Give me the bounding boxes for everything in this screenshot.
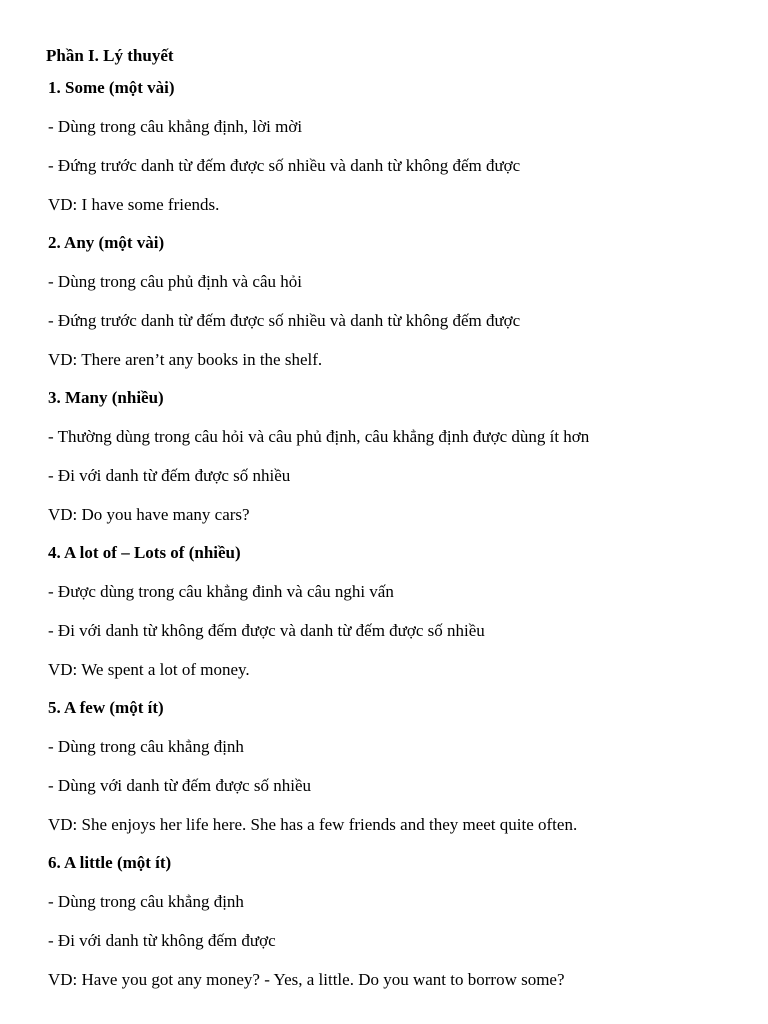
part-title: Phần I. Lý thuyết (46, 46, 174, 65)
section-line: - Đi với danh từ không đếm được (48, 931, 276, 950)
section-line: - Đứng trước danh từ đếm được số nhiều và danh từ không đếm được (48, 311, 521, 330)
section-example: VD: Do you have many cars? (48, 505, 250, 524)
section-line: - Dùng trong câu khẳng định (48, 737, 244, 756)
section-heading: 5. A few (một ít) (48, 698, 164, 717)
section-line: - Thường dùng trong câu hỏi và câu phủ định, câu khẳng định được dùng ít hơn (48, 427, 590, 446)
section-heading: 4. A lot of – Lots of (nhiều) (48, 543, 241, 562)
section-heading: 3. Many (nhiều) (48, 388, 164, 407)
section-example: VD: I have some friends. (48, 195, 220, 214)
section-heading: 6. A little (một ít) (48, 853, 172, 872)
section-heading: 2. Any (một vài) (48, 233, 165, 252)
section-line: - Dùng với danh từ đếm được số nhiều (48, 776, 312, 795)
section-line: - Dùng trong câu khẳng định, lời mời (48, 117, 303, 136)
section-line: - Dùng trong câu khẳng định (48, 892, 244, 911)
section-example: VD: We spent a lot of money. (48, 660, 250, 679)
section-line: - Đi với danh từ đếm được số nhiều (48, 466, 291, 485)
section-line: - Dùng trong câu phủ định và câu hỏi (48, 272, 302, 291)
section-example: VD: She enjoys her life here. She has a few friends and they meet quite often. (48, 815, 578, 834)
section-heading: 1. Some (một vài) (48, 78, 175, 97)
section-example: VD: There aren’t any books in the shelf. (48, 350, 323, 369)
section-example: VD: Have you got any money? - Yes, a little. Do you want to borrow some? (48, 970, 565, 989)
section-line: - Được dùng trong câu khẳng đinh và câu nghi vấn (48, 582, 394, 601)
section-line: - Đứng trước danh từ đếm được số nhiều và danh từ không đếm được (48, 156, 521, 175)
section-line: - Đi với danh từ không đếm được và danh từ đếm được số nhiều (48, 621, 485, 640)
